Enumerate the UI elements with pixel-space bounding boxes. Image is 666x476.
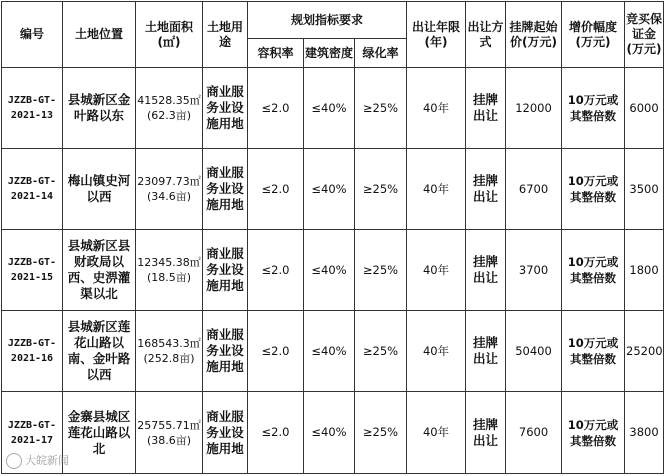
- header-years: 出让年限(年): [407, 2, 466, 68]
- row-code: JZZB-GT-2021-14: [2, 149, 63, 230]
- row-green: ≥25%: [355, 230, 407, 311]
- row-area: 168543.3㎡(252.8亩): [136, 311, 203, 392]
- row-use: 商业服务业设施用地: [203, 392, 248, 474]
- row-code: JZZB-GT-2021-17: [2, 392, 63, 474]
- row-increment: 10万元或其整倍数: [562, 311, 625, 392]
- row-location: 梅山镇史河以西: [63, 149, 136, 230]
- row-deposit: 1800: [625, 230, 664, 311]
- row-far: ≤2.0: [248, 230, 304, 311]
- row-deposit: 3500: [625, 149, 664, 230]
- row-area: 25755.71㎡(38.6亩): [136, 392, 203, 474]
- row-increment: 10万元或其整倍数: [562, 68, 625, 149]
- row-start-price: 12000: [506, 68, 562, 149]
- row-density: ≤40%: [304, 230, 355, 311]
- row-method: 挂牌出让: [466, 230, 506, 311]
- row-code: JZZB-GT-2021-13: [2, 68, 63, 149]
- row-far: ≤2.0: [248, 311, 304, 392]
- row-far: ≤2.0: [248, 392, 304, 474]
- row-use: 商业服务业设施用地: [203, 230, 248, 311]
- row-years: 40年: [407, 392, 466, 474]
- row-years: 40年: [407, 149, 466, 230]
- watermark-logo-icon: [6, 453, 22, 469]
- header-increment: 增价幅度(万元): [562, 2, 625, 68]
- row-years: 40年: [407, 230, 466, 311]
- row-method: 挂牌出让: [466, 149, 506, 230]
- land-auction-table: [1, 1, 664, 474]
- header-start-price: 挂牌起始价(万元): [506, 2, 562, 68]
- row-use: 商业服务业设施用地: [203, 311, 248, 392]
- row-far: ≤2.0: [248, 149, 304, 230]
- row-green: ≥25%: [355, 311, 407, 392]
- header-method: 出让方式: [466, 2, 506, 68]
- row-method: 挂牌出让: [466, 392, 506, 474]
- header-far: 容积率: [248, 39, 304, 68]
- row-green: ≥25%: [355, 68, 407, 149]
- row-increment: 10万元或其整倍数: [562, 149, 625, 230]
- row-start-price: 7600: [506, 392, 562, 474]
- row-start-price: 3700: [506, 230, 562, 311]
- row-location: 县城新区县财政局以西、史淠灌渠以北: [63, 230, 136, 311]
- row-area: 12345.38㎡(18.5亩): [136, 230, 203, 311]
- row-location: 县城新区金叶路以东: [63, 68, 136, 149]
- row-start-price: 50400: [506, 311, 562, 392]
- row-deposit: 3800: [625, 392, 664, 474]
- row-years: 40年: [407, 311, 466, 392]
- header-deposit: 竞买保证金(万元): [625, 2, 664, 68]
- header-density: 建筑密度: [304, 39, 355, 68]
- row-area: 23097.73㎡(34.6亩): [136, 149, 203, 230]
- row-code: JZZB-GT-2021-16: [2, 311, 63, 392]
- header-planning: 规划指标要求: [248, 2, 407, 39]
- table-row: [2, 149, 664, 230]
- table-row: [2, 311, 664, 392]
- row-density: ≤40%: [304, 311, 355, 392]
- table-row: [2, 68, 664, 149]
- row-increment: 10万元或其整倍数: [562, 230, 625, 311]
- table-row: [2, 392, 664, 474]
- row-far: ≤2.0: [248, 68, 304, 149]
- header-location: 土地位置: [63, 2, 136, 68]
- row-use: 商业服务业设施用地: [203, 68, 248, 149]
- header-green: 绿化率: [355, 39, 407, 68]
- row-area: 41528.35㎡(62.3亩): [136, 68, 203, 149]
- row-density: ≤40%: [304, 149, 355, 230]
- row-location: 金寨县城区莲花山路以北: [63, 392, 136, 474]
- header-area: 土地面积(㎡): [136, 2, 203, 68]
- row-density: ≤40%: [304, 392, 355, 474]
- header-code: 编号: [2, 2, 63, 68]
- row-code: JZZB-GT-2021-15: [2, 230, 63, 311]
- row-increment: 10万元或其整倍数: [562, 392, 625, 474]
- row-location: 县城新区莲花山路以南、金叶路以西: [63, 311, 136, 392]
- row-deposit: 6000: [625, 68, 664, 149]
- row-green: ≥25%: [355, 149, 407, 230]
- table-row: [2, 230, 664, 311]
- row-green: ≥25%: [355, 392, 407, 474]
- row-density: ≤40%: [304, 68, 355, 149]
- row-start-price: 6700: [506, 149, 562, 230]
- row-deposit: 25200: [625, 311, 664, 392]
- row-method: 挂牌出让: [466, 68, 506, 149]
- row-method: 挂牌出让: [466, 311, 506, 392]
- row-use: 商业服务业设施用地: [203, 149, 248, 230]
- watermark: [6, 452, 69, 469]
- row-years: 40年: [407, 68, 466, 149]
- header-use: 土地用途: [203, 2, 248, 68]
- watermark-text: 大皖新闻: [25, 454, 69, 467]
